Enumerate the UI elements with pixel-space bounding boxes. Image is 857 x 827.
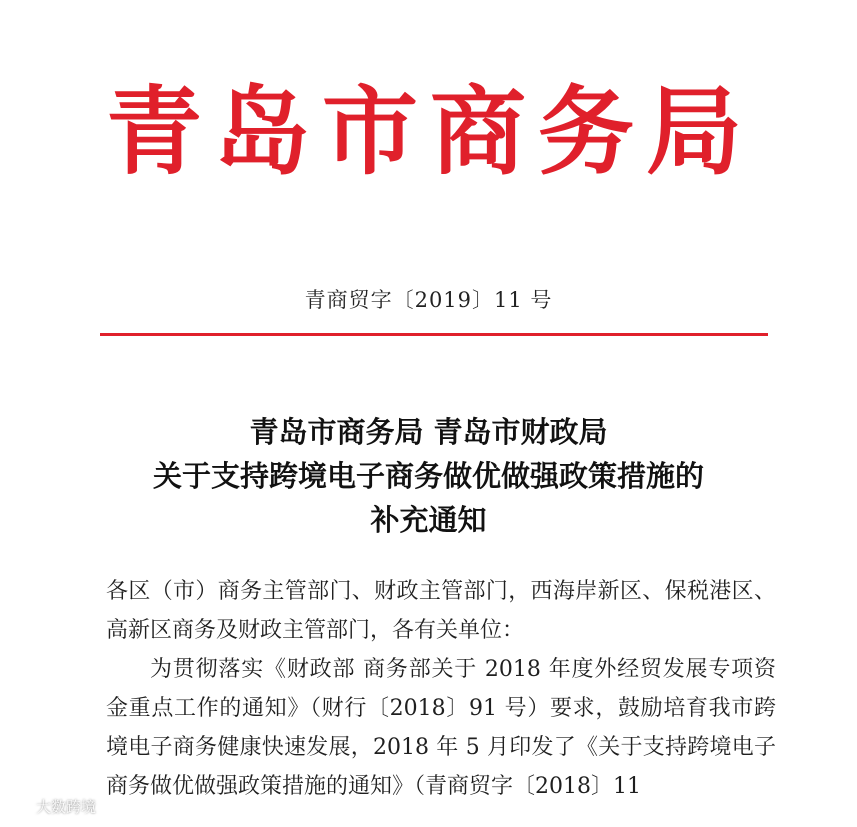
document-number: 青商贸字〔2019〕11 号	[304, 288, 553, 312]
chat-bubble-logo-icon	[8, 798, 32, 816]
body-paragraph-1: 为贯彻落实《财政部 商务部关于 2018 年度外经贸发展专项资金重点工作的通知》（财行〔2018〕91 号）要求，鼓励培育我市跨境电子商务健康快速发展，2018 年 5 月印发了《关于支持跨境电子商务做优做强政策措施的通知》（青商贸字〔2018〕11	[106, 657, 776, 799]
red-separator-line	[100, 333, 768, 336]
title-line-2: 关于支持跨境电子商务做优做强政策措施的	[152, 459, 704, 493]
issuing-organization-title: 青岛市商务局	[106, 75, 754, 188]
salutation-paragraph: 各区（市）商务主管部门、财政主管部门，西海岸新区、保税港区、高新区商务及财政主管部门，各有关单位：	[106, 579, 776, 643]
title-line-1: 青岛市商务局 青岛市财政局	[249, 415, 608, 449]
document-body	[106, 572, 776, 806]
document-title	[0, 410, 857, 542]
title-line-3: 补充通知	[370, 503, 487, 537]
watermark	[8, 796, 96, 817]
watermark-text: 大数跨境	[36, 798, 97, 816]
